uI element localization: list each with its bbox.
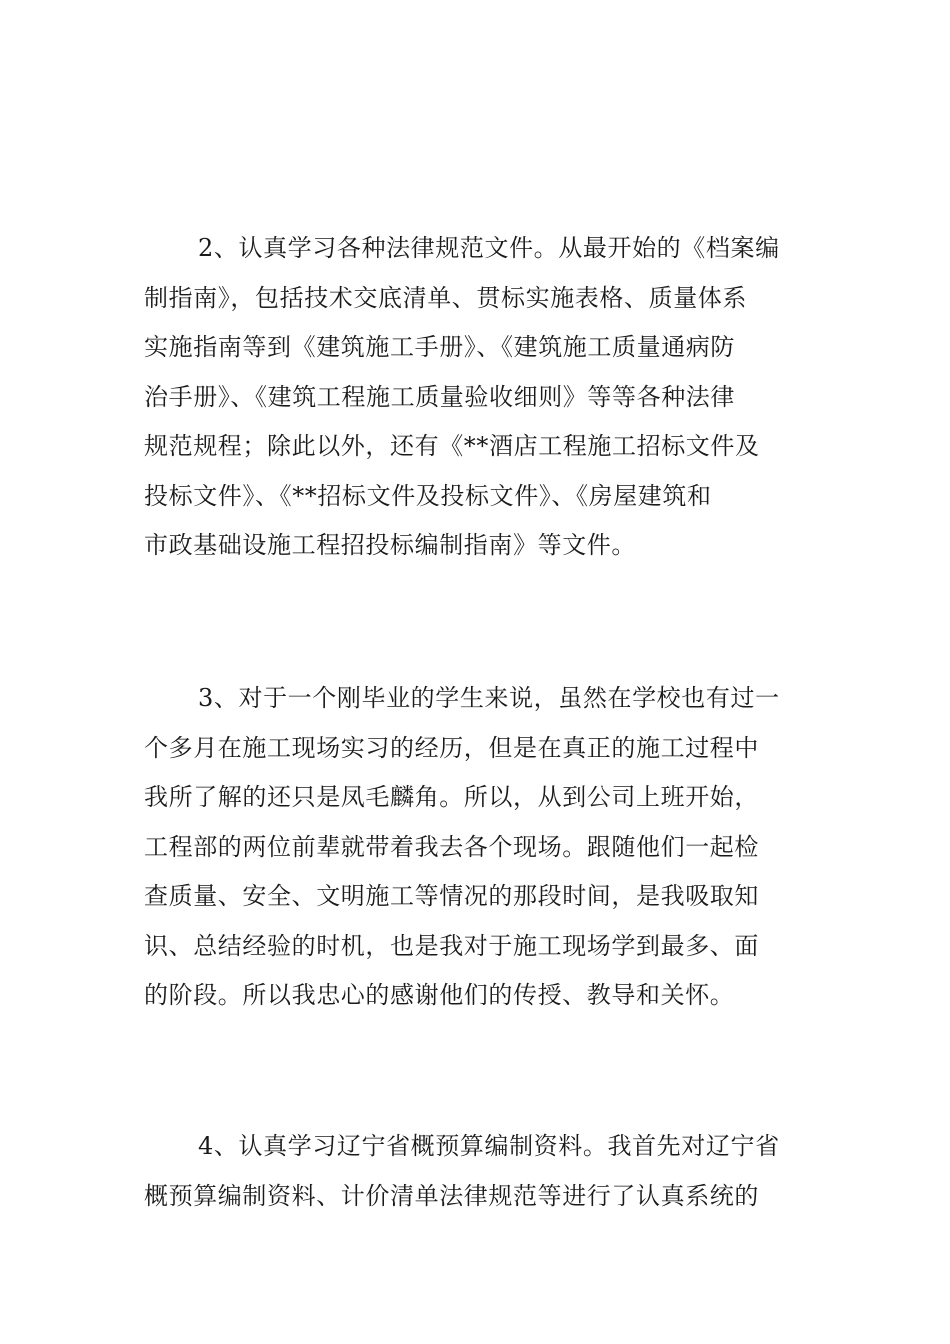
paragraph-line: 2、认真学习各种法律规范文件。从最开始的《档案编 — [198, 234, 780, 262]
paragraph-line: 识、总结经验的时机，也是我对于施工现场学到最多、面 — [144, 931, 759, 960]
paragraph-line: 实施指南等到《建筑施工手册》、《建筑施工质量通病防 — [144, 333, 735, 361]
paragraph-4 — [144, 1122, 808, 1221]
paragraph-line: 查质量、安全、文明施工等情况的那段时间，是我吸取知 — [144, 882, 759, 910]
paragraph-2 — [144, 224, 808, 571]
paragraph-line: 治手册》、《建筑工程施工质量验收细则》等等各种法律 — [144, 382, 735, 411]
paragraph-3 — [144, 674, 808, 1021]
paragraph-line: 个多月在施工现场实习的经历，但是在真正的施工过程中 — [144, 733, 759, 762]
paragraph-line: 制指南》，包括技术交底清单、贯标实施表格、质量体系 — [144, 283, 747, 312]
paragraph-line: 规范规程；除此以外，还有《**酒店工程施工招标文件及 — [144, 432, 760, 460]
paragraph-line: 的阶段。所以我忠心的感谢他们的传授、教导和关怀。 — [144, 981, 735, 1009]
paragraph-line: 概预算编制资料、计价清单法律规范等进行了认真系统的 — [144, 1181, 759, 1210]
paragraph-line: 市政基础设施工程招投标编制指南》等文件。 — [144, 531, 636, 559]
paragraph-line: 4、认真学习辽宁省概预算编制资料。我首先对辽宁省 — [198, 1132, 780, 1160]
paragraph-line: 工程部的两位前辈就带着我去各个现场。跟随他们一起检 — [144, 832, 759, 861]
paragraph-line: 3、对于一个刚毕业的学生来说，虽然在学校也有过一 — [198, 684, 780, 712]
paragraph-line: 投标文件》、《**招标文件及投标文件》、《房屋建筑和 — [144, 481, 712, 510]
paragraph-line: 我所了解的还只是凤毛麟角。所以，从到公司上班开始， — [144, 783, 759, 811]
